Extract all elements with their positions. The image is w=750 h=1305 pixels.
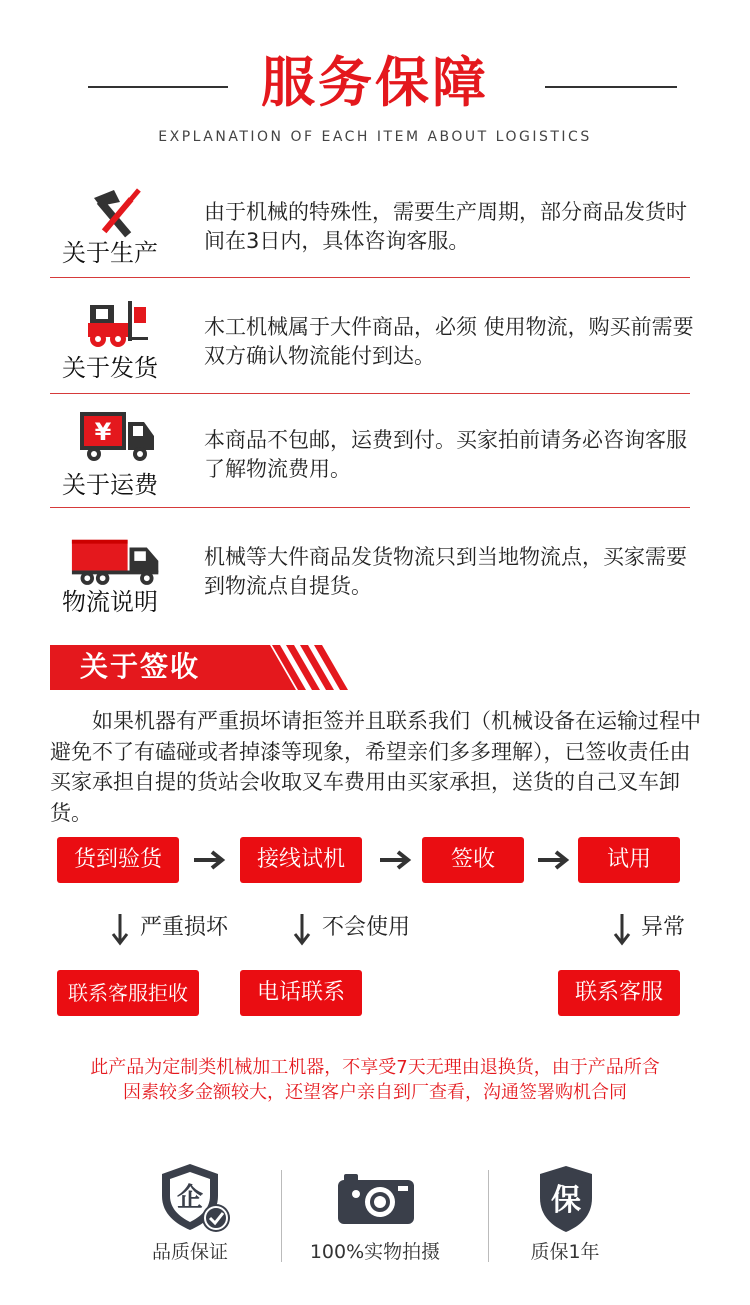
policy-notice	[0, 1055, 750, 1105]
shield-check-icon	[158, 1160, 234, 1236]
page-subtitle: EXPLANATION OF EACH ITEM ABOUT LOGISTICS	[158, 129, 592, 145]
info-label: 关于生产	[62, 239, 158, 267]
branch-condition: 不会使用	[322, 915, 411, 940]
guarantee-divider	[488, 1170, 489, 1262]
info-row-freight	[50, 400, 690, 510]
arrow-down-icon	[292, 912, 312, 946]
row-divider	[50, 507, 690, 508]
forklift-icon	[80, 293, 150, 353]
flow-step-test: 接线试机	[240, 837, 362, 883]
info-text: 木工机械属于大件商品，必须 使用物流，购买前需要双方确认物流能付到达。	[204, 315, 694, 368]
arrow-down-icon	[110, 912, 130, 946]
info-label: 关于发货	[62, 354, 158, 382]
sign-description: 如果机器有严重损坏请拒签并且联系我们（机械设备在运输过程中避免不了有磕碰或者掉漆等现象，希望亲们多多理解），已签收责任由买家承担自提的货站会收取叉车费用由买家承担，送货的自己叉车卸货。	[50, 709, 701, 825]
arrow-down-icon	[612, 912, 632, 946]
section-title: 关于签收	[80, 650, 201, 683]
guarantee-divider	[281, 1170, 282, 1262]
guarantee-label-photo: 100%实物拍摄	[309, 1241, 441, 1263]
guarantee-label-quality: 品质保证	[151, 1241, 228, 1263]
flow-step-inspect: 货到验货	[57, 837, 179, 883]
camera-icon	[336, 1172, 416, 1226]
info-label: 物流说明	[62, 588, 158, 616]
policy-notice-line: 因素较多金额较大，还望客户亲自到厂查看，沟通签署购机合同	[123, 1082, 627, 1103]
info-row-logistics	[50, 515, 690, 625]
flow-step-sign: 签收	[422, 837, 524, 883]
page-title: 服务保障	[261, 51, 489, 114]
shield-badge-text: 企	[176, 1183, 204, 1213]
row-divider	[50, 393, 690, 394]
policy-notice-line: 此产品为定制类机械加工机器，不享受7天无理由退换货，由于产品所含	[90, 1057, 660, 1078]
info-text: 本商品不包邮，运费到付。买家拍前请务必咨询客服了解物流费用。	[204, 428, 687, 481]
arrow-right-icon	[536, 848, 572, 872]
guarantee-label-warranty: 质保1年	[530, 1241, 600, 1263]
arrow-right-icon	[378, 848, 414, 872]
row-divider	[50, 277, 690, 278]
branch-condition: 严重损坏	[140, 915, 229, 940]
branch-action-reject: 联系客服拒收	[57, 970, 199, 1016]
warranty-shield-icon	[536, 1164, 596, 1234]
info-text: 机械等大件商品发货物流只到当地物流点，买家需要到物流点自提货。	[204, 545, 687, 598]
cargo-truck-icon	[70, 529, 166, 589]
branch-action-service: 联系客服	[558, 970, 680, 1016]
info-row-production	[50, 170, 690, 280]
warranty-badge-text: 保	[551, 1183, 581, 1218]
info-text: 由于机械的特殊性，需要生产周期，部分商品发货时间在3日内，具体咨询客服。	[204, 200, 687, 253]
yen-truck-icon	[78, 406, 158, 466]
flow-step-trial: 试用	[578, 837, 680, 883]
info-row-shipping	[50, 285, 694, 395]
branch-condition: 异常	[641, 915, 686, 940]
hammer-screwdriver-icon	[80, 186, 150, 246]
arrow-right-icon	[192, 848, 228, 872]
branch-action-call: 电话联系	[240, 970, 362, 1016]
svg-text:¥: ¥	[94, 418, 112, 446]
info-label: 关于运费	[62, 471, 158, 499]
